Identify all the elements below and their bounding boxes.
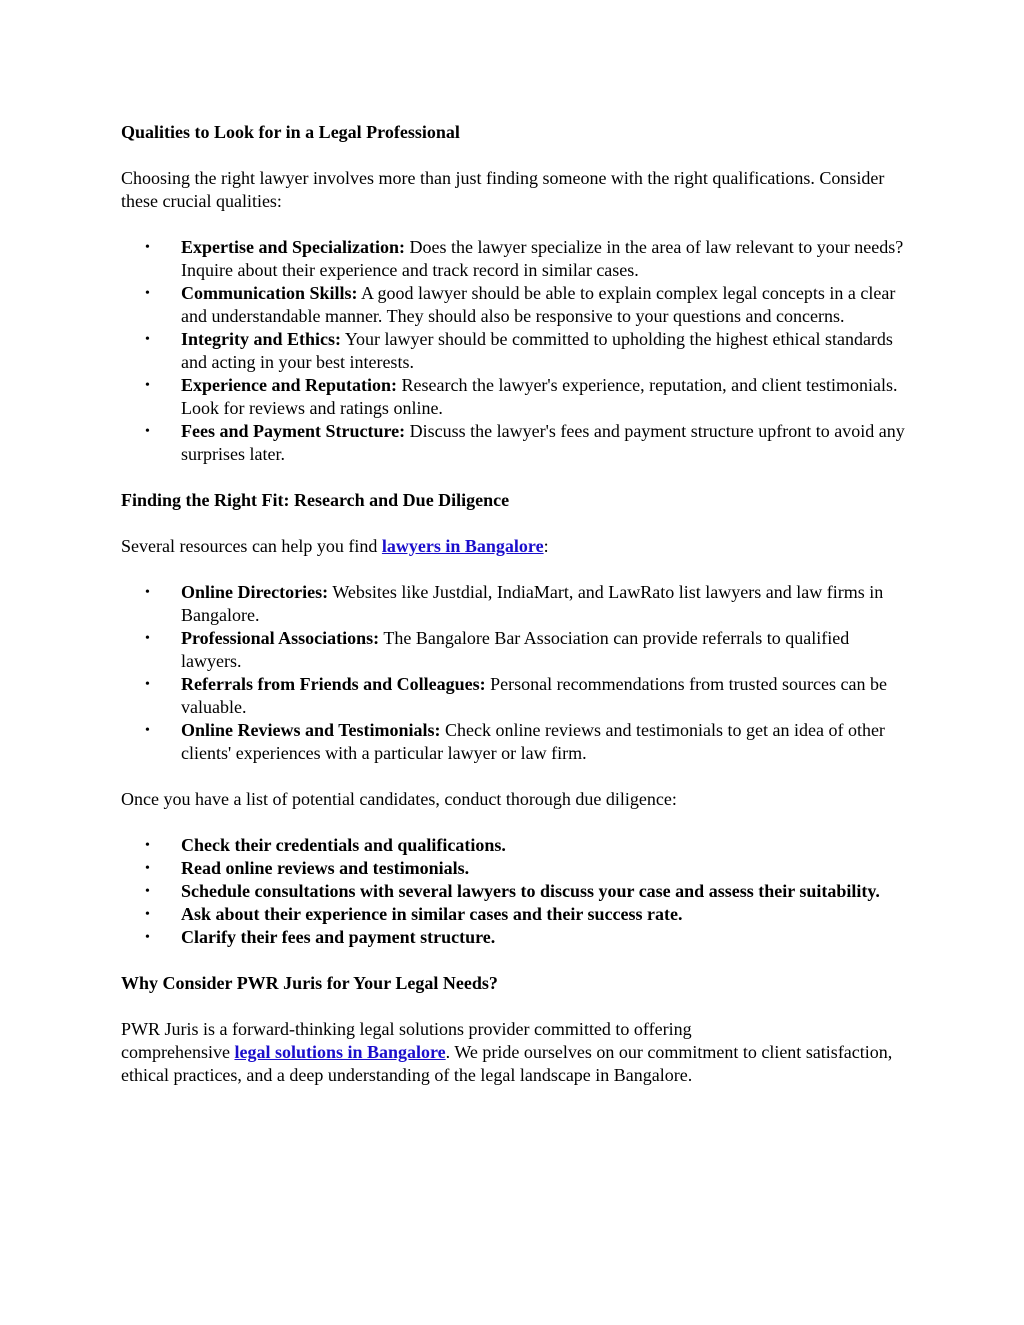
bullet-icon: • (145, 286, 150, 301)
item-title: Check their credentials and qualifications. (181, 835, 506, 855)
item-title: Read online reviews and testimonials. (181, 858, 470, 878)
item-text: Check online reviews and testimonials to get an idea of other clients' experiences with a particular lawyer or law firm. (181, 720, 885, 763)
list-item (121, 673, 906, 719)
diligence-intro: Once you have a list of potential candidates, conduct thorough due diligence: (121, 789, 677, 809)
intro-text: Several resources can help you find (121, 536, 382, 556)
item-text: Discuss the lawyer's fees and payment structure upfront to avoid any surprises later. (181, 421, 905, 464)
list-item (121, 926, 906, 949)
bullet-icon: • (145, 677, 150, 692)
section3-paragraph (121, 1018, 906, 1087)
bullet-icon: • (145, 332, 150, 347)
list-item (121, 328, 906, 374)
item-title: Expertise and Specialization: (181, 237, 405, 257)
spacer (121, 144, 906, 167)
spacer (121, 995, 906, 1018)
list-item (121, 236, 906, 282)
item-text: The Bangalore Bar Association can provide referrals to qualified lawyers. (181, 628, 850, 671)
paragraph-line1: PWR Juris is a forward-thinking legal solutions provider committed to offering (121, 1019, 692, 1039)
spacer (121, 213, 906, 236)
document-page (121, 121, 906, 1087)
section2-heading: Finding the Right Fit: Research and Due Diligence (121, 490, 510, 510)
list-item (121, 903, 906, 926)
item-title: Experience and Reputation: (181, 375, 397, 395)
section3-heading: Why Consider PWR Juris for Your Legal Needs? (121, 973, 498, 993)
spacer (121, 466, 906, 489)
item-title: Professional Associations: (181, 628, 380, 648)
item-title: Schedule consultations with several lawyers to discuss your case and assess their suitability. (181, 881, 880, 901)
item-text: A good lawyer should be able to explain complex legal concepts in a clear and understandable manner. They should also be responsive to your questions and concerns. (181, 283, 896, 326)
item-text: Does the lawyer specialize in the area of law relevant to your needs? Inquire about their experience and track record in similar cases. (181, 237, 904, 280)
list-item (121, 374, 906, 420)
item-text: Websites like Justdial, IndiaMart, and LawRato list lawyers and law firms in Bangalore. (181, 582, 884, 625)
diligence-list (121, 834, 906, 949)
item-title: Clarify their fees and payment structure. (181, 927, 496, 947)
bullet-icon: • (145, 930, 150, 945)
qualities-list (121, 236, 906, 466)
item-title: Integrity and Ethics: (181, 329, 342, 349)
bullet-icon: • (145, 723, 150, 738)
spacer (121, 949, 906, 972)
bullet-icon: • (145, 907, 150, 922)
list-item (121, 627, 906, 673)
bullet-icon: • (145, 424, 150, 439)
legal-solutions-link[interactable]: legal solutions in Bangalore (234, 1042, 446, 1062)
resources-list (121, 581, 906, 765)
spacer (121, 811, 906, 834)
paragraph-text-after: . We pride ourselves on our commitment to client satisfaction, ethical practices, and a deep understanding of the legal landscape in Bangalore. (121, 1042, 893, 1085)
item-text: Personal recommendations from trusted sources can be valuable. (181, 674, 888, 717)
list-item (121, 581, 906, 627)
section2-intro (121, 535, 906, 558)
item-title: Online Reviews and Testimonials: (181, 720, 441, 740)
list-item (121, 834, 906, 857)
item-title: Fees and Payment Structure: (181, 421, 406, 441)
list-item (121, 282, 906, 328)
item-title: Referrals from Friends and Colleagues: (181, 674, 486, 694)
item-title: Ask about their experience in similar cases and their success rate. (181, 904, 683, 924)
list-item (121, 420, 906, 466)
section1-intro: Choosing the right lawyer involves more than just finding someone with the right qualifications. Consider these crucial qualities: (121, 168, 885, 211)
section1-heading: Qualities to Look for in a Legal Professional (121, 122, 460, 142)
item-text: Research the lawyer's experience, reputation, and client testimonials. Look for reviews and ratings online. (181, 375, 898, 418)
bullet-icon: • (145, 585, 150, 600)
paragraph-text: comprehensive (121, 1042, 235, 1062)
bullet-icon: • (145, 838, 150, 853)
bullet-icon: • (145, 631, 150, 646)
lawyers-in-bangalore-link[interactable]: lawyers in Bangalore (381, 536, 544, 556)
list-item (121, 880, 906, 903)
item-text: Your lawyer should be committed to upholding the highest ethical standards and acting in your best interests. (181, 329, 893, 372)
spacer (121, 765, 906, 788)
item-title: Communication Skills: (181, 283, 358, 303)
bullet-icon: • (145, 378, 150, 393)
spacer (121, 558, 906, 581)
item-title: Online Directories: (181, 582, 329, 602)
intro-text-after: : (543, 536, 549, 556)
spacer (121, 512, 906, 535)
bullet-icon: • (145, 884, 150, 899)
list-item (121, 719, 906, 765)
bullet-icon: • (145, 861, 150, 876)
bullet-icon: • (145, 240, 150, 255)
list-item (121, 857, 906, 880)
